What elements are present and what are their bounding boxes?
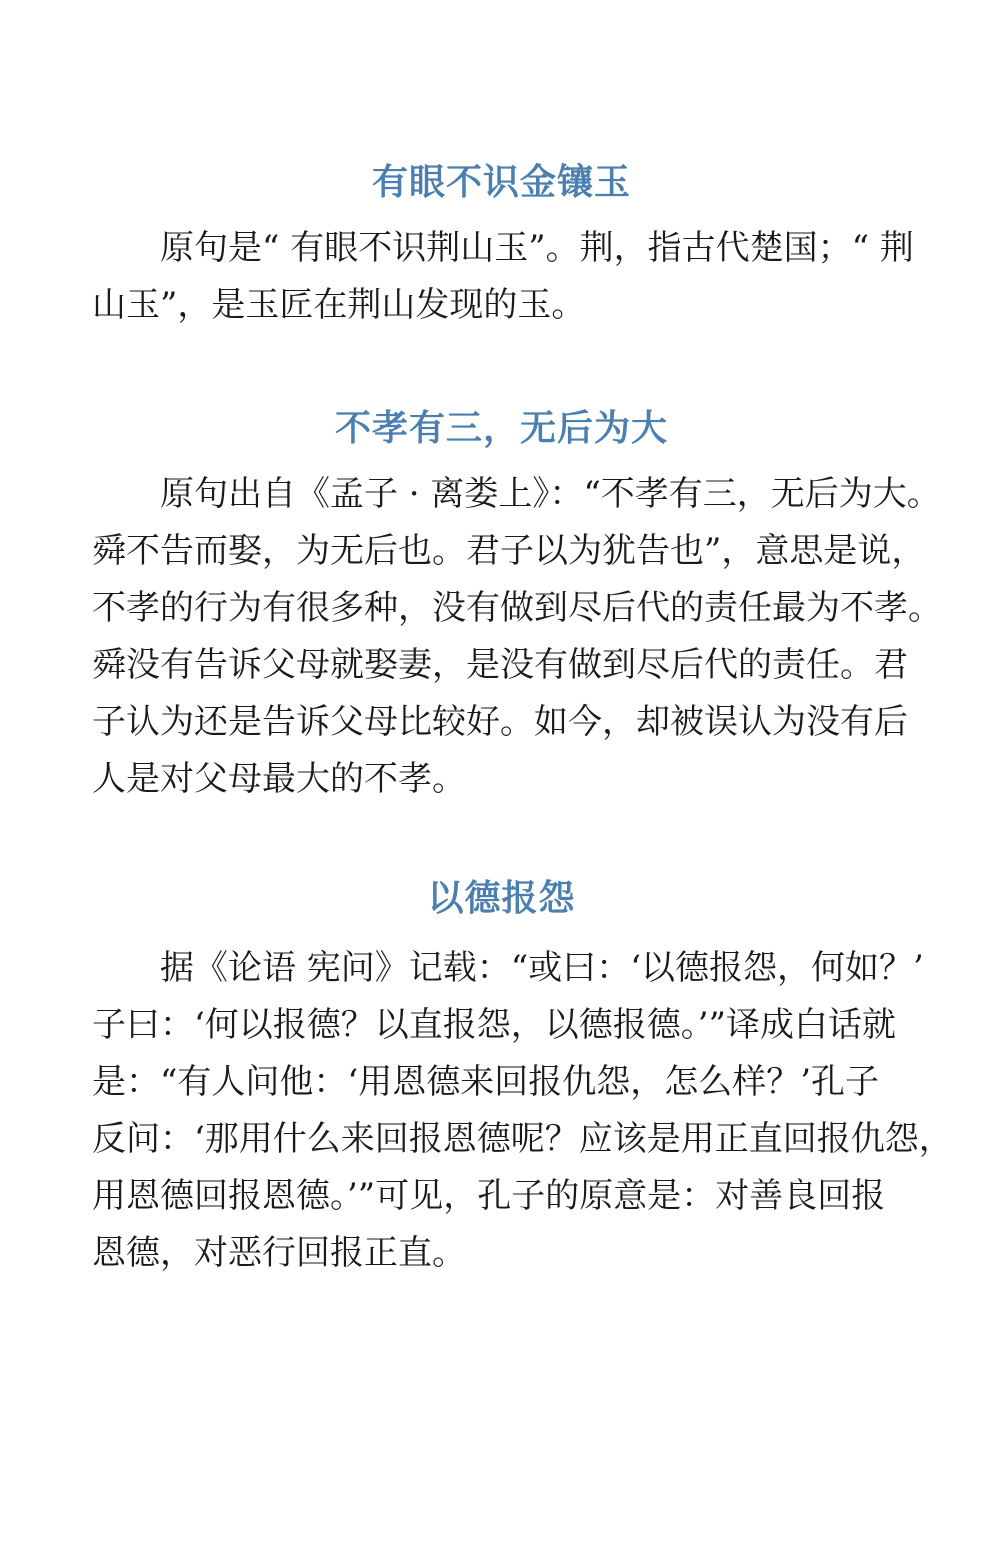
section-heading-1: 有眼不识金镶玉	[371, 162, 631, 203]
paragraph-line: 据《论语 宪问》记载：“或曰：‘以德报怨，何如？’	[160, 948, 924, 988]
section-paragraph-2	[92, 466, 942, 808]
paragraph-line: 舜没有告诉父母就娶妻，是没有做到尽后代的责任。君	[92, 645, 908, 685]
section-paragraph-3	[92, 940, 953, 1282]
section-heading-3: 以德报怨	[427, 878, 576, 919]
paragraph-line: 人是对父母最大的不孝。	[92, 759, 466, 799]
paragraph-line: 舜不告而娶，为无后也。君子以为犹告也”，意思是说，	[92, 531, 926, 571]
paragraph-line: 是：“有人问他：‘用恩德来回报仇怨，怎么样？’孔子	[92, 1062, 879, 1102]
paragraph-line: 子曰：‘何以报德？以直报怨，以德报德。’”译成白话就	[92, 1005, 896, 1045]
paragraph-line: 反问：‘那用什么来回报恩德呢？应该是用正直回报仇怨，	[92, 1119, 953, 1159]
section-heading-2: 不孝有三，无后为大	[334, 408, 668, 449]
paragraph-line: 原句出自《孟子 · 离娄上》：“不孝有三，无后为大。	[160, 474, 941, 514]
paragraph-line: 原句是“ 有眼不识荆山玉”。荆，指古代楚国；“ 荆	[160, 228, 914, 268]
section-paragraph-1	[92, 220, 922, 334]
paragraph-line: 不孝的行为有很多种，没有做到尽后代的责任最为不孝。	[92, 588, 942, 628]
paragraph-line: 子认为还是告诉父母比较好。如今，却被误认为没有后	[92, 702, 908, 742]
paragraph-line: 用恩德回报恩德。’”可见，孔子的原意是：对善良回报	[92, 1176, 886, 1216]
paragraph-line: 恩德，对恶行回报正直。	[92, 1233, 466, 1273]
paragraph-line: 山玉”，是玉匠在荆山发现的玉。	[92, 285, 586, 325]
